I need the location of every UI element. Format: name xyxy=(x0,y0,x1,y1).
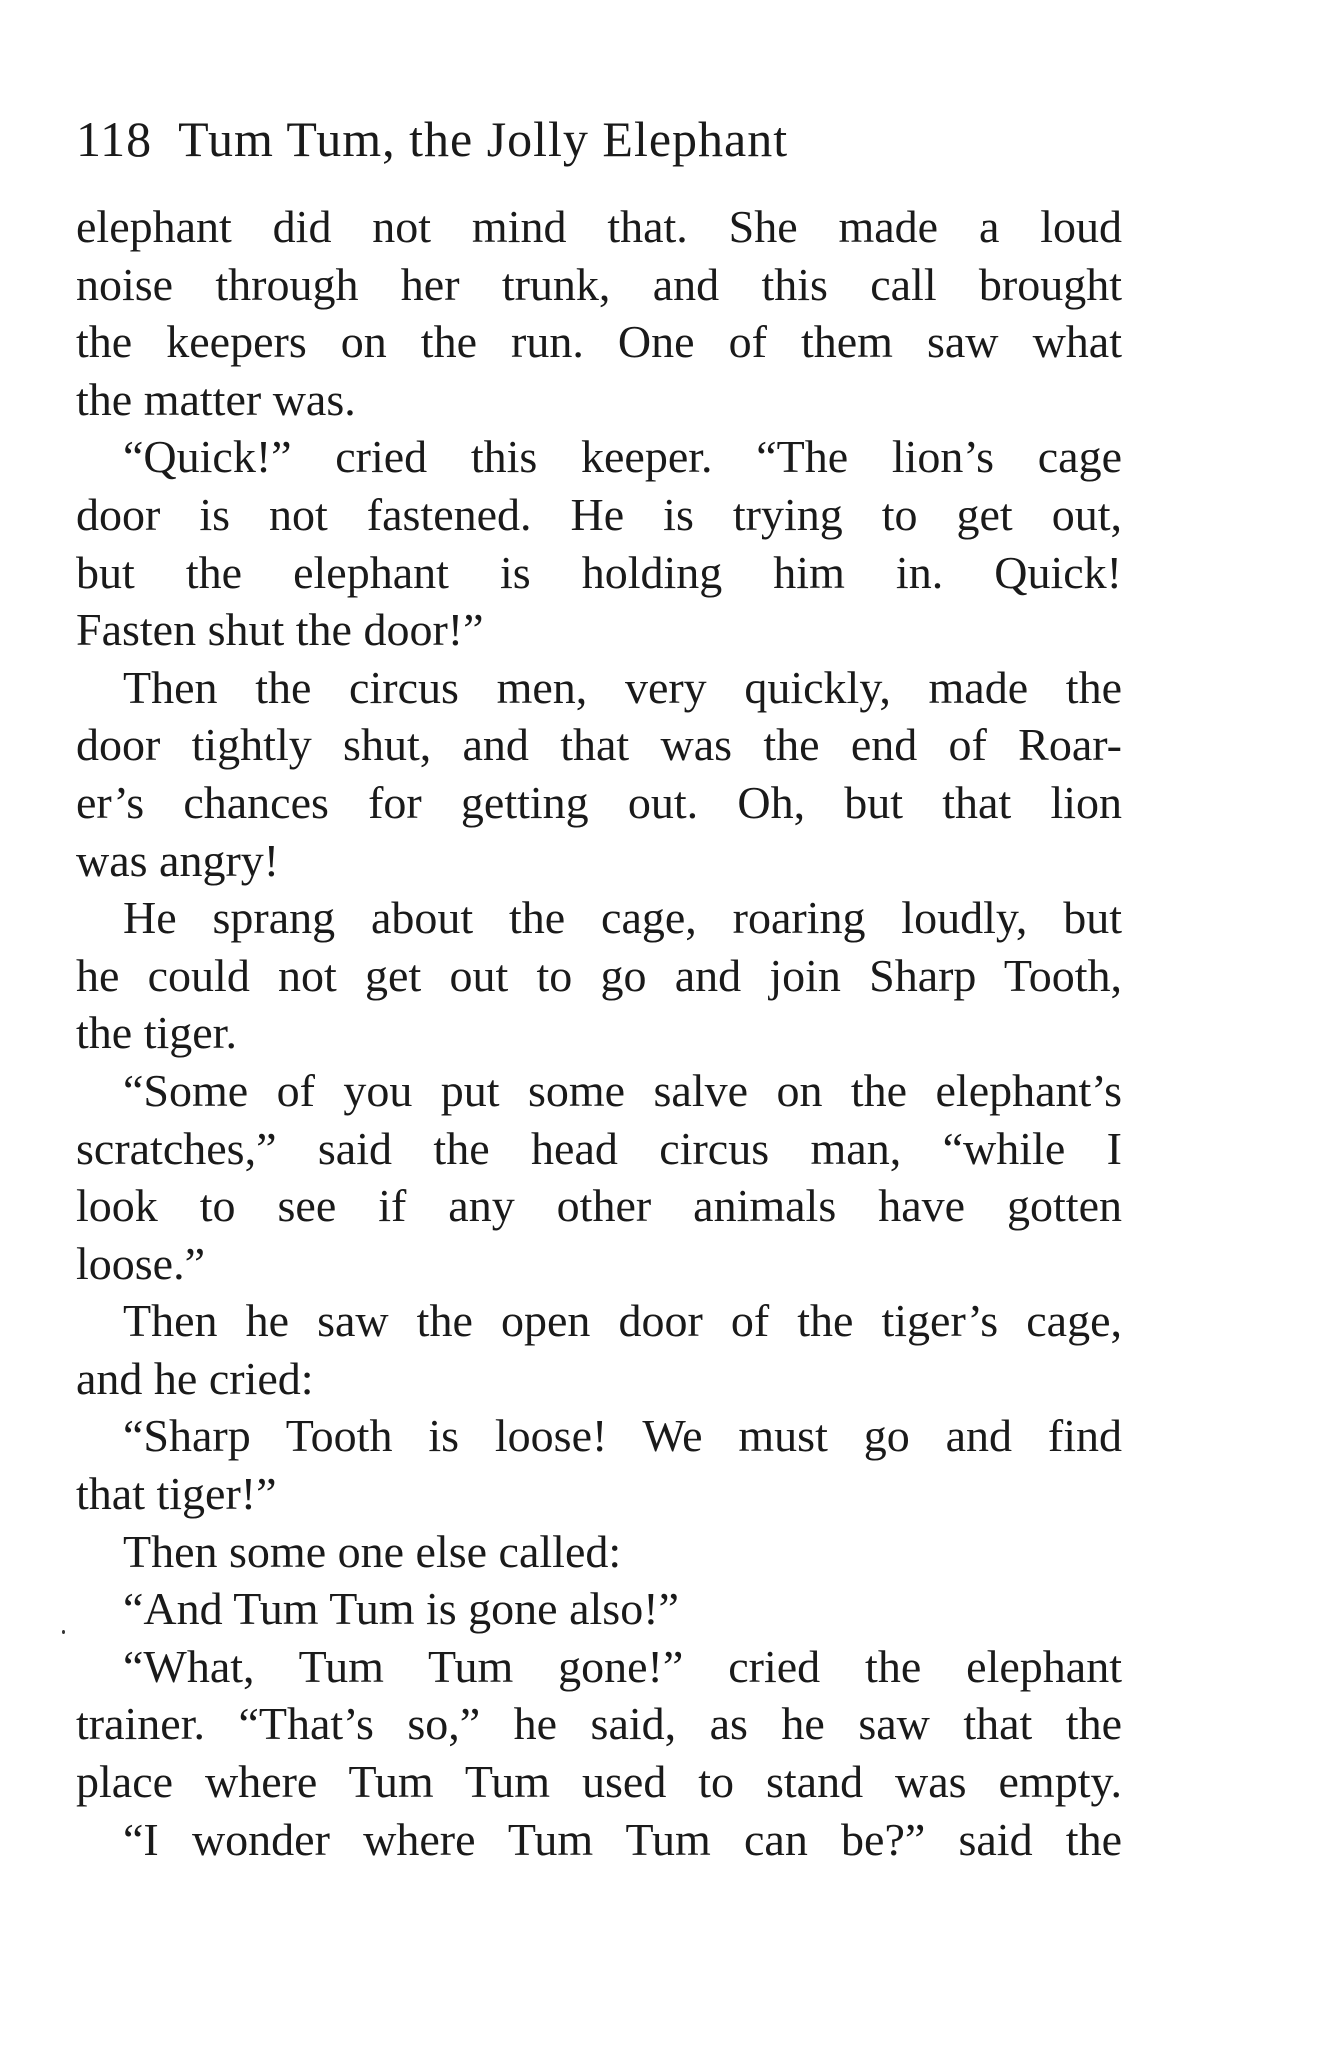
text-line: place where Tum Tum used to stand was empty. xyxy=(76,1756,1122,1808)
text-line: Fasten shut the door!” xyxy=(76,604,484,656)
text-line: door is not fastened. He is trying to get out, xyxy=(76,488,1122,540)
text-line: door tightly shut, and that was the end of Roar- xyxy=(76,719,1122,771)
text-line: the tiger. xyxy=(76,1007,237,1059)
text-line: “Some of you put some salve on the elephant’s xyxy=(123,1064,1122,1116)
text-line: noise through her trunk, and this call brought xyxy=(76,258,1122,310)
text-line: Then he saw the open door of the tiger’s cage, xyxy=(123,1295,1122,1347)
text-line: trainer. “That’s so,” he said, as he saw that the xyxy=(76,1698,1122,1750)
page-header xyxy=(76,110,788,168)
body-text xyxy=(76,198,1122,1868)
text-line: “What, Tum Tum gone!” cried the elephant xyxy=(123,1640,1122,1692)
text-line: the matter was. xyxy=(76,373,356,425)
text-line: that tiger!” xyxy=(76,1468,277,1520)
text-line: Then some one else called: xyxy=(123,1525,622,1577)
text-line: er’s chances for getting out. Oh, but that lion xyxy=(76,776,1122,828)
text-line: “Quick!” cried this keeper. “The lion’s cage xyxy=(123,431,1122,483)
text-line: was angry! xyxy=(76,834,280,886)
text-line: scratches,” said the head circus man, “while I xyxy=(76,1122,1122,1174)
text-line: the keepers on the run. One of them saw what xyxy=(76,316,1122,368)
text-line: look to see if any other animals have gotten xyxy=(76,1180,1122,1232)
text-line: loose.” xyxy=(76,1237,206,1289)
running-title: Tum Tum, the Jolly Elephant xyxy=(178,111,789,167)
text-line: and he cried: xyxy=(76,1352,314,1404)
text-line: Then the circus men, very quickly, made the xyxy=(123,661,1122,713)
text-line: “And Tum Tum is gone also!” xyxy=(123,1583,679,1635)
text-line: he could not get out to go and join Sharp Tooth, xyxy=(76,949,1122,1001)
print-speck xyxy=(62,1630,65,1634)
text-line: “I wonder where Tum Tum can be?” said the xyxy=(123,1813,1122,1865)
page-number: 118 xyxy=(76,111,153,167)
text-line: elephant did not mind that. She made a loud xyxy=(76,201,1122,252)
text-line: but the elephant is holding him in. Quick! xyxy=(76,546,1122,598)
text-line: He sprang about the cage, roaring loudly, but xyxy=(123,892,1122,944)
text-line: “Sharp Tooth is loose! We must go and find xyxy=(123,1410,1122,1462)
